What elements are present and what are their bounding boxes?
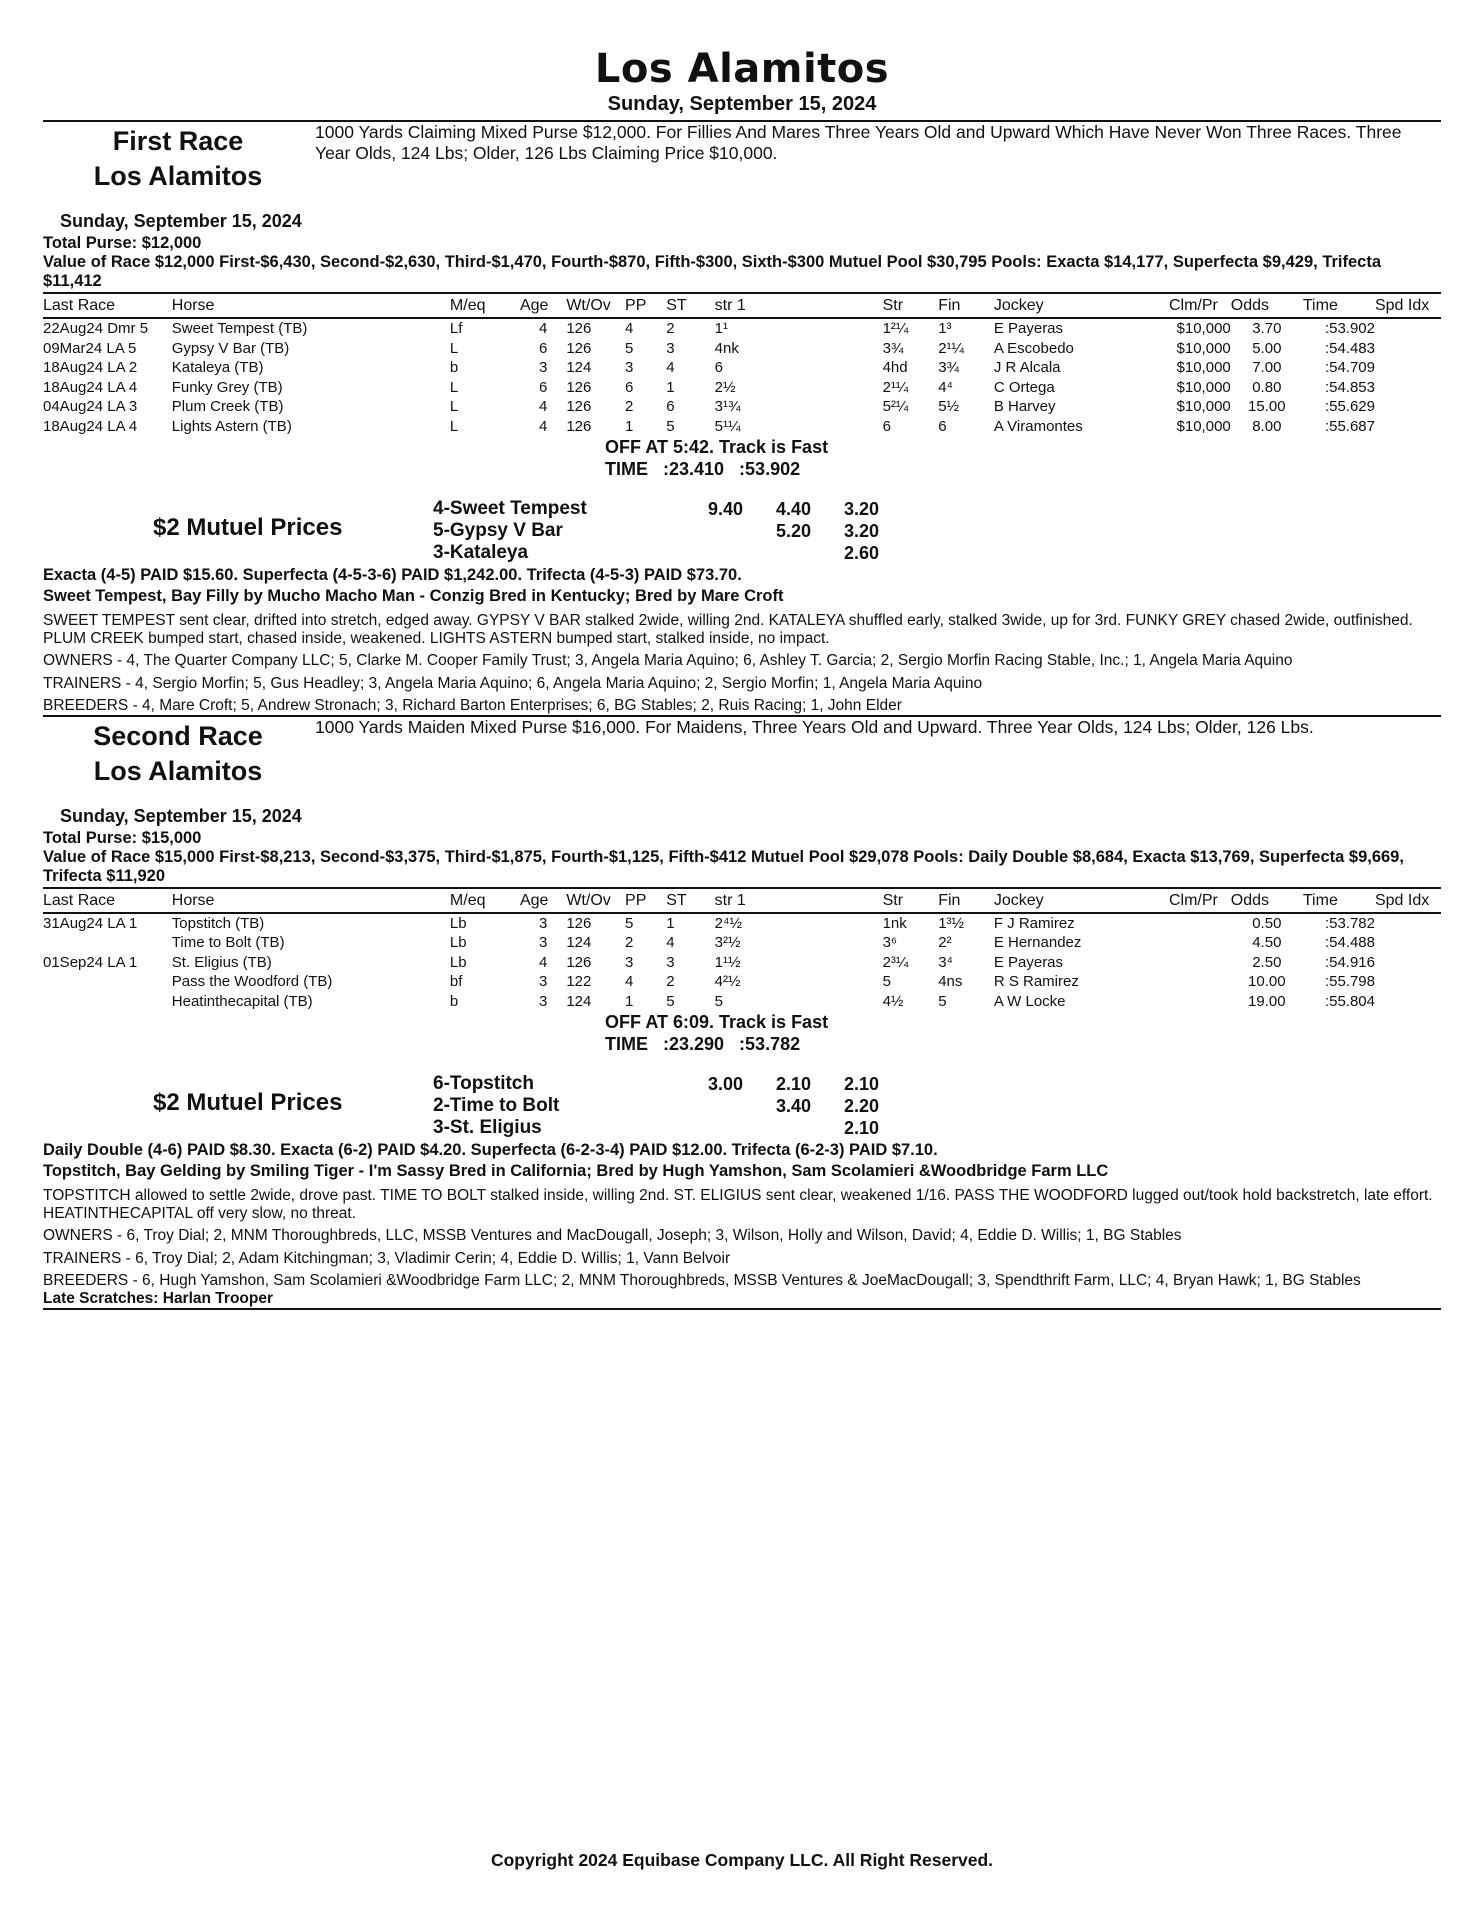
cell-spd [1375, 417, 1441, 437]
cell-odds: 4.50 [1252, 934, 1282, 951]
cell-str: 2³¼ [882, 953, 909, 971]
mutuel-win [683, 1117, 743, 1139]
cell-str: 4hd [882, 359, 908, 376]
cell-horse: St. Eligius (TB) [171, 953, 272, 971]
cell-wt: 124 [566, 934, 592, 951]
cell-st: 3 [666, 339, 675, 357]
column-header: Fin [938, 293, 994, 318]
table-row [43, 972, 1441, 992]
race-comments: TOPSTITCH allowed to settle 2wide, drove past. TIME TO BOLT stalked inside, willing 2nd. ST. ELIGIUS sent clear, weakened 1/16. PASS THE WOODFORD lugged out/took hold backstretch, late effort. HEATINTHECAPITAL off very slow, no threat. [43, 1187, 1433, 1222]
column-header: M/eq [450, 293, 520, 318]
table-row [43, 358, 1441, 378]
cell-spd [1375, 933, 1441, 953]
cell-str: 1nk [882, 914, 907, 932]
cell-clm: $10,000 [1176, 378, 1231, 396]
mutuel-show: 3.20 [843, 521, 879, 541]
cell-meq: L [449, 398, 459, 415]
cell-fin: 4⁴ [938, 378, 953, 396]
column-header: ST [666, 888, 714, 913]
cell-odds: 0.50 [1252, 914, 1282, 932]
mutuel-win: 9.40 [707, 499, 743, 519]
cell-odds: 0.80 [1252, 378, 1282, 396]
column-header: PP [625, 888, 666, 913]
cell-clm [1169, 972, 1231, 992]
column-header: Spd Idx [1375, 888, 1441, 913]
cell-st: 2 [666, 973, 675, 990]
column-header: Spd Idx [1375, 293, 1441, 318]
cell-jockey: C Ortega [993, 378, 1055, 396]
cell-horse: Sweet Tempest (TB) [171, 320, 308, 337]
cell-clm [1169, 953, 1231, 973]
cell-last: 18Aug24 LA 4 [43, 417, 138, 435]
table-row [43, 913, 1441, 934]
race-date: Sunday, September 15, 2024 [60, 805, 302, 826]
cell-wt: 126 [566, 339, 592, 357]
column-header: Odds [1231, 888, 1303, 913]
mutuel-win: 3.00 [707, 1074, 743, 1094]
cell-time: :55.798 [1324, 973, 1375, 990]
column-header: M/eq [450, 888, 520, 913]
column-header: Last Race [43, 888, 172, 913]
cell-odds: 2.50 [1252, 953, 1282, 971]
column-header: Wt/Ov [566, 888, 625, 913]
table-header [43, 888, 1441, 913]
cell-horse: Gypsy V Bar (TB) [171, 339, 290, 357]
cell-spd [1375, 992, 1441, 1012]
cell-fin: 2² [938, 934, 952, 951]
cell-age: 3 [538, 359, 548, 376]
cell-str: 5²¼ [882, 398, 909, 415]
owners: OWNERS - 6, Troy Dial; 2, MNM Thoroughbreds, LLC, MSSB Ventures and MacDougall, Joseph; 3, Wilson, Holly and Wilson, David; 4, Eddie D. Willis; 1, BG Stables [43, 1227, 1182, 1244]
cell-fin: 2¹¼ [938, 339, 965, 357]
cell-pp: 1 [625, 417, 634, 435]
cell-odds: 3.70 [1252, 320, 1282, 337]
cell-str1: 4²½ [714, 973, 741, 990]
race-title [43, 124, 313, 194]
cell-meq: Lb [449, 934, 467, 951]
race-date: Sunday, September 15, 2024 [60, 211, 302, 231]
cell-time: :55.804 [1324, 992, 1375, 1010]
column-header: str 1 [715, 888, 883, 913]
trainers: TRAINERS - 6, Troy Dial; 2, Adam Kitchingman; 3, Vladimir Cerin; 4, Eddie D. Willis; 1, Vann Belvoir [43, 1249, 731, 1267]
mutuel-horse: 6-Topstitch [433, 1073, 534, 1094]
cell-str: 3⁶ [882, 934, 898, 951]
column-header: Time [1303, 293, 1375, 318]
cell-last: 09Mar24 LA 5 [43, 339, 137, 357]
mutuel-horse: 2-Time to Bolt [433, 1095, 560, 1116]
cell-str: 5 [882, 973, 891, 990]
cell-clm: $10,000 [1176, 359, 1231, 376]
cell-meq: Lf [449, 320, 463, 337]
cell-fin: 1³ [938, 320, 952, 337]
mutuel-show: 2.20 [843, 1096, 879, 1116]
cell-age: 4 [538, 417, 548, 435]
cell-str: 6 [882, 417, 891, 435]
column-header: PP [625, 293, 666, 318]
cell-wt: 126 [566, 378, 592, 396]
column-header: Time [1303, 888, 1375, 913]
cell-str1: 5¹¼ [714, 417, 741, 435]
off-time-block [43, 436, 1441, 498]
race-conditions: 1000 Yards Maiden Mixed Purse $16,000. For Maidens, Three Years Old and Upward. Three Year Olds, 124 Lbs; Older, 126 Lbs. [315, 716, 1314, 737]
cell-horse: Pass the Woodford (TB) [171, 973, 333, 990]
mutuel-horse: 3-St. Eligius [433, 1117, 542, 1138]
cell-str1: 1¹ [714, 320, 728, 337]
cell-meq: Lb [449, 914, 467, 932]
cell-last: 04Aug24 LA 3 [43, 398, 138, 415]
cell-fin: 3⁴ [938, 953, 953, 971]
column-header: Clm/Pr [1169, 293, 1231, 318]
column-header: Clm/Pr [1169, 888, 1231, 913]
table-row [43, 378, 1441, 398]
cell-last: 18Aug24 LA 4 [43, 378, 138, 396]
cell-jockey: R S Ramirez [993, 973, 1079, 990]
cell-horse: Funky Grey (TB) [171, 378, 283, 396]
race-time: TIME :23.410 :53.902 [605, 459, 801, 479]
cell-jockey: E Hernandez [993, 934, 1082, 951]
cell-clm [1169, 913, 1231, 934]
cell-time: :54.709 [1324, 359, 1375, 376]
cell-str1: 2½ [714, 378, 736, 396]
cell-str1: 4nk [714, 339, 739, 357]
cell-str: 3¾ [882, 339, 904, 357]
cell-jockey: B Harvey [993, 398, 1056, 415]
cell-time: :55.629 [1324, 398, 1375, 415]
race-comments: SWEET TEMPEST sent clear, drifted into stretch, edged away. GYPSY V BAR stalked 2wide, willing 2nd. KATALEYA shuffled early, stalked 3wide, up for 3rd. FUNKY GREY chased 2wide, outfinished. PLUM CREEK bumped start, chased inside, weakened. LIGHTS ASTERN bumped start, stalked inside, no impact. [43, 612, 1413, 647]
cell-fin: 4ns [938, 973, 963, 990]
table-row [43, 339, 1441, 359]
race-name: Second Race [93, 720, 263, 751]
race-conditions: 1000 Yards Claiming Mixed Purse $12,000. For Fillies And Mares Three Years Old and Upward Which Have Never Won Three Races. Three Year Olds, 124 Lbs; Older, 126 Lbs Claiming Price $10,000. [315, 122, 1402, 163]
cell-time: :54.488 [1324, 934, 1375, 951]
table-row [43, 933, 1441, 953]
cell-odds: 15.00 [1248, 398, 1286, 415]
cell-clm [1169, 933, 1231, 953]
off-time: OFF AT 6:09. Track is Fast [605, 1012, 829, 1032]
cell-str1: 2⁴½ [714, 914, 742, 932]
cell-st: 3 [666, 953, 675, 971]
cell-horse: Time to Bolt (TB) [171, 934, 285, 951]
cell-meq: b [449, 359, 459, 376]
cell-pp: 5 [625, 914, 634, 932]
table-row [43, 318, 1441, 339]
cell-time: :54.853 [1324, 378, 1375, 396]
cell-meq: L [449, 378, 459, 396]
race-section [43, 715, 1441, 1310]
cell-horse: Lights Astern (TB) [171, 417, 292, 435]
cell-spd [1375, 339, 1441, 359]
cell-st: 4 [666, 359, 675, 376]
cell-spd [1375, 378, 1441, 398]
purse-breakdown: Value of Race $15,000 First-$8,213, Second-$3,375, Third-$1,875, Fourth-$1,125, Fifth-$412 Mutuel Pool $29,078 Pools: Daily Double $8,684, Exacta $13,769, Superfecta $9,669, Trifecta $11,920 [43, 847, 1404, 885]
column-header: Jockey [994, 888, 1169, 913]
cell-jockey: A Viramontes [993, 417, 1083, 435]
cell-pp: 2 [625, 398, 634, 415]
cell-last: 22Aug24 Dmr 5 [43, 320, 149, 337]
cell-spd [1375, 318, 1441, 339]
cell-odds: 8.00 [1252, 417, 1282, 435]
results-table [43, 887, 1441, 1012]
cell-pp: 1 [625, 992, 634, 1010]
cell-str1: 3¹¾ [714, 398, 741, 415]
mutuel-place: 3.40 [775, 1096, 811, 1116]
race-section [43, 120, 1441, 715]
mutuel-label: $2 Mutuel Prices [153, 514, 343, 541]
cell-wt: 126 [566, 914, 592, 932]
mutuel-label: $2 Mutuel Prices [153, 1089, 343, 1116]
cell-age: 6 [538, 339, 548, 357]
off-time: OFF AT 5:42. Track is Fast [605, 437, 829, 457]
cell-clm: $10,000 [1176, 339, 1231, 357]
cell-st: 1 [666, 914, 675, 932]
cell-time: :55.687 [1324, 417, 1375, 435]
cell-wt: 122 [566, 973, 592, 990]
table-row [43, 953, 1441, 973]
winner-breeding: Topstitch, Bay Gelding by Smiling Tiger - I'm Sassy Bred in California; Bred by Hugh Yamshon, Sam Scolamieri &Woodbridge Farm LLC [43, 1162, 1109, 1180]
page-title: Los Alamitos [594, 46, 890, 92]
column-header: Horse [172, 888, 450, 913]
mutuel-place: 4.40 [775, 499, 811, 519]
exotic-payouts: Exacta (4-5) PAID $15.60. Superfecta (4-5-3-6) PAID $1,242.00. Trifecta (4-5-3) PAID $73.70. [43, 566, 742, 584]
mutuel-win [683, 1095, 743, 1117]
copyright-footer: Copyright 2024 Equibase Company LLC. All Right Reserved. [490, 1850, 994, 1870]
cell-last: 18Aug24 LA 2 [43, 359, 138, 376]
cell-clm [1169, 992, 1231, 1012]
mutuel-horse: 5-Gypsy V Bar [433, 520, 563, 541]
total-purse: Total Purse: $12,000 [43, 234, 202, 252]
column-header: str 1 [715, 293, 883, 318]
cell-meq: L [449, 339, 459, 357]
cell-jockey: E Payeras [993, 953, 1064, 971]
cell-st: 1 [666, 378, 675, 396]
cell-meq: L [449, 417, 459, 435]
cell-age: 4 [538, 953, 548, 971]
cell-last [43, 972, 172, 992]
cell-clm: $10,000 [1176, 417, 1231, 435]
cell-st: 6 [666, 398, 675, 415]
cell-str1: 1¹½ [714, 953, 741, 971]
cell-clm: $10,000 [1176, 398, 1231, 415]
cell-age: 6 [538, 378, 548, 396]
cell-str1: 3²½ [714, 934, 741, 951]
cell-meq: b [449, 992, 459, 1010]
column-header: Str [883, 293, 939, 318]
cell-str1: 5 [714, 992, 723, 1010]
cell-st: 5 [666, 992, 675, 1010]
race-title [43, 719, 313, 789]
cell-pp: 3 [625, 953, 634, 971]
cell-fin: 5½ [938, 398, 960, 415]
column-header: Wt/Ov [566, 293, 625, 318]
cell-last: 31Aug24 LA 1 [43, 914, 138, 932]
cell-st: 4 [666, 934, 675, 951]
mutuel-horse: 4-Sweet Tempest [433, 498, 587, 519]
cell-jockey: A Escobedo [993, 339, 1074, 357]
cell-time: :53.782 [1324, 914, 1375, 932]
table-header [43, 293, 1441, 318]
cell-pp: 4 [625, 320, 634, 337]
mutuel-prices [43, 498, 1441, 565]
mutuel-prices [43, 1073, 1441, 1140]
cell-st: 5 [666, 417, 675, 435]
cell-time: :54.916 [1324, 953, 1375, 971]
column-header: Odds [1231, 293, 1303, 318]
cell-str: 2¹¼ [882, 378, 909, 396]
cell-odds: 5.00 [1252, 339, 1282, 357]
cell-odds: 7.00 [1252, 359, 1282, 376]
cell-fin: 6 [938, 417, 947, 435]
cell-wt: 124 [566, 992, 592, 1010]
mutuel-win [683, 542, 743, 564]
cell-jockey: A W Locke [993, 992, 1066, 1010]
mutuel-place: 5.20 [775, 521, 811, 541]
purse-breakdown: Value of Race $12,000 First-$6,430, Second-$2,630, Third-$1,470, Fourth-$870, Fifth-$300, Sixth-$300 Mutuel Pool $30,795 Pools: Exacta $14,177, Superfecta $9,429, Trifecta $11,412 [43, 253, 1382, 290]
breeders: BREEDERS - 6, Hugh Yamshon, Sam Scolamieri &Woodbridge Farm LLC; 2, MNM Thoroughbreds, MSSB Ventures & JoeMacDougall; 3, Spendthrift Farm, LLC; 4, Bryan Hawk; 1, BG Stables [43, 1272, 1361, 1289]
column-header: ST [666, 293, 714, 318]
cell-jockey: J R Alcala [993, 359, 1061, 376]
mutuel-place: 2.10 [775, 1074, 811, 1094]
total-purse: Total Purse: $15,000 [43, 828, 202, 847]
race-name: First Race [112, 126, 244, 156]
mutuel-place [751, 1117, 811, 1139]
winner-breeding: Sweet Tempest, Bay Filly by Mucho Macho Man - Conzig Bred in Kentucky; Bred by Mare Croft [43, 587, 784, 605]
cell-age: 4 [538, 398, 548, 415]
cell-age: 3 [538, 973, 548, 990]
cell-time: :54.483 [1324, 339, 1375, 357]
cell-last: 01Sep24 LA 1 [43, 953, 138, 971]
owners: OWNERS - 4, The Quarter Company LLC; 5, Clarke M. Cooper Family Trust; 3, Angela Maria Aquino; 6, Ashley T. Garcia; 2, Sergio Morfin Racing Stable, Inc.; 1, Angela Maria Aquino [43, 652, 1293, 669]
cell-str: 1²¼ [882, 320, 909, 337]
table-row [43, 992, 1441, 1012]
cell-meq: bf [449, 973, 463, 990]
cell-pp: 3 [625, 359, 634, 376]
column-header: Fin [938, 888, 994, 913]
cell-fin: 5 [938, 992, 947, 1010]
mutuel-win [683, 520, 743, 542]
cell-spd [1375, 358, 1441, 378]
cell-fin: 1³½ [938, 914, 965, 932]
cell-wt: 124 [566, 359, 592, 376]
breeders: BREEDERS - 4, Mare Croft; 5, Andrew Stronach; 3, Richard Barton Enterprises; 6, BG Stables; 2, Ruis Racing; 1, John Elder [43, 697, 902, 714]
cell-time: :53.902 [1324, 320, 1375, 337]
cell-pp: 6 [625, 378, 634, 396]
cell-spd [1375, 953, 1441, 973]
cell-wt: 126 [566, 417, 592, 435]
page-date: Sunday, September 15, 2024 [607, 93, 877, 115]
cell-odds: 19.00 [1248, 992, 1286, 1010]
cell-horse: Kataleya (TB) [171, 359, 264, 376]
cell-jockey: F J Ramirez [993, 914, 1075, 932]
cell-str1: 6 [714, 359, 723, 376]
cell-horse: Topstitch (TB) [171, 914, 265, 932]
cell-spd [1375, 397, 1441, 417]
mutuel-place [751, 542, 811, 564]
late-scratches: Late Scratches: Harlan Trooper [43, 1290, 1441, 1310]
cell-last [43, 933, 172, 953]
cell-meq: Lb [449, 953, 467, 971]
cell-st: 2 [666, 320, 675, 337]
mutuel-show: 3.20 [843, 499, 879, 519]
cell-last [43, 992, 172, 1012]
cell-age: 3 [538, 992, 548, 1010]
cell-str: 4½ [882, 992, 904, 1010]
off-time-block [43, 1011, 1441, 1073]
cell-wt: 126 [566, 398, 592, 415]
cell-pp: 4 [625, 973, 634, 990]
exotic-payouts: Daily Double (4-6) PAID $8.30. Exacta (6-2) PAID $4.20. Superfecta (6-2-3-4) PAID $12.00. Trifecta (6-2-3) PAID $7.10. [43, 1141, 938, 1159]
table-row [43, 397, 1441, 417]
cell-clm: $10,000 [1176, 320, 1231, 337]
column-header: Horse [172, 293, 450, 318]
cell-odds: 10.00 [1248, 973, 1286, 990]
cell-age: 3 [538, 934, 548, 951]
cell-age: 3 [538, 914, 548, 932]
cell-wt: 126 [566, 320, 592, 337]
mutuel-horse: 3-Kataleya [433, 542, 529, 563]
race-time: TIME :23.290 :53.782 [605, 1034, 801, 1054]
cell-pp: 5 [625, 339, 634, 357]
cell-spd [1375, 913, 1441, 934]
cell-horse: Heatinthecapital (TB) [171, 992, 313, 1010]
column-header: Str [883, 888, 939, 913]
mutuel-show: 2.60 [843, 543, 879, 563]
trainers: TRAINERS - 4, Sergio Morfin; 5, Gus Headley; 3, Angela Maria Aquino; 6, Angela Maria Aquino; 2, Sergio Morfin; 1, Angela Maria Aquino [43, 674, 983, 692]
race-track: Los Alamitos [93, 755, 263, 786]
mutuel-show: 2.10 [843, 1074, 879, 1094]
results-table [43, 292, 1441, 436]
cell-horse: Plum Creek (TB) [171, 398, 284, 415]
column-header: Jockey [994, 293, 1169, 318]
race-track: Los Alamitos [93, 161, 263, 191]
column-header: Age [520, 888, 566, 913]
cell-fin: 3¾ [938, 359, 960, 376]
cell-spd [1375, 972, 1441, 992]
cell-jockey: E Payeras [993, 320, 1064, 337]
table-row [43, 417, 1441, 437]
cell-wt: 126 [566, 953, 592, 971]
column-header: Last Race [43, 293, 172, 318]
cell-age: 4 [538, 320, 548, 337]
cell-pp: 2 [625, 934, 634, 951]
mutuel-show: 2.10 [843, 1118, 879, 1138]
column-header: Age [520, 293, 566, 318]
